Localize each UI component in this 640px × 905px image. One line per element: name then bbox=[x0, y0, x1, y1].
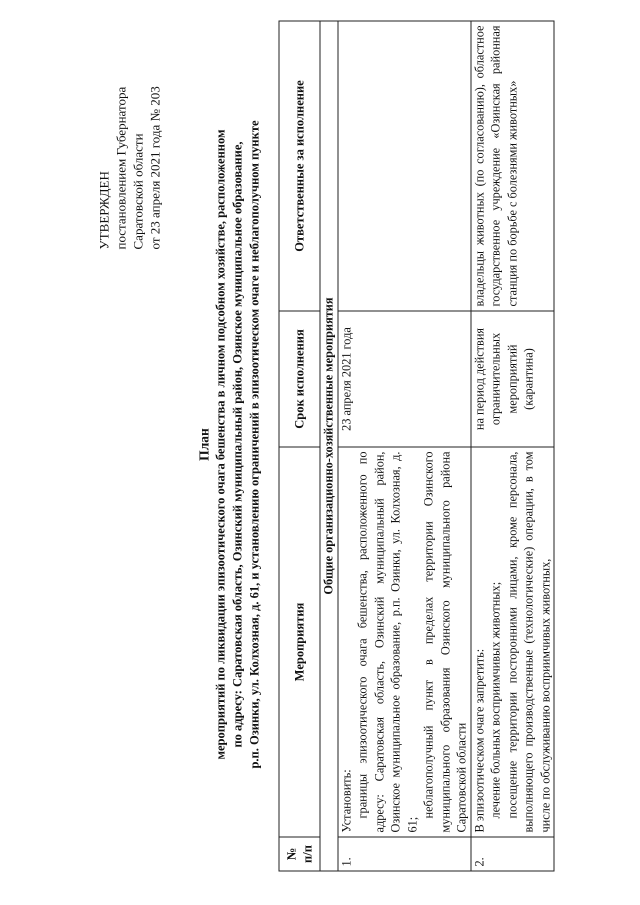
header-num: № п/п bbox=[279, 837, 320, 871]
measure-paragraph: лечение больных восприимчивых животных; bbox=[488, 581, 503, 819]
row-measure bbox=[338, 447, 471, 837]
title-line-2: по адресу: Саратовская область, Озинский муниципальный район, Озинское муниципальное образование, bbox=[230, 141, 245, 748]
measure-paragraph: В эпизоотическом очаге запретить: bbox=[472, 648, 486, 833]
row-measure bbox=[471, 447, 555, 837]
section-title: Общие организационно-хозяйственные мероприятия bbox=[320, 21, 338, 871]
plan-table bbox=[279, 21, 555, 872]
row-deadline: на период действия ограничительных мероприятий (карантина) bbox=[471, 311, 555, 447]
approval-by-decree: постановлением Губернатора bbox=[113, 86, 129, 250]
row-num: 2. bbox=[471, 837, 555, 871]
table-header-row bbox=[279, 21, 320, 871]
row-deadline: 23 апреля 2021 года bbox=[338, 311, 471, 447]
measure-paragraph: Установить: bbox=[339, 769, 353, 833]
approval-region: Саратовской области bbox=[130, 133, 146, 250]
title-line-3: р.п. Озинки, ул. Колхозная, д. 61, и установлению ограничений в эпизоотическом очаге и неблагополучном пункте bbox=[247, 120, 262, 769]
document-title bbox=[196, 15, 264, 875]
title-line-1: мероприятий по ликвидации эпизоотического очага бешенства в личном подсобном хозяйстве, расположенном bbox=[213, 129, 228, 760]
table-row bbox=[471, 21, 555, 871]
approval-heading: УТВЕРЖДЕН bbox=[96, 171, 112, 250]
section-row bbox=[320, 21, 338, 871]
approval-stamp-block bbox=[96, 86, 164, 249]
header-measure: Мероприятия bbox=[279, 447, 320, 837]
measure-paragraph: границы эпизоотического очага бешенства, расположенного по адресу: Саратовская область, Озинский муниципальный район, Озинское муниципальное образование, р.п. Озинки, ул. Колхозная, д. 61; bbox=[355, 451, 419, 833]
approval-date-number: от 23 апреля 2021 года № 203 bbox=[147, 86, 163, 250]
title-main: План bbox=[196, 428, 212, 461]
measure-paragraph: посещение территории посторонними лицами, кроме персонала, выполняющего производственные (технологические) операции, в том числе по обслуживанию восприимчивых животных, bbox=[505, 451, 552, 833]
document-page bbox=[1, 0, 640, 905]
row-responsible bbox=[338, 21, 471, 311]
measure-paragraph: неблагополучный пункт в пределах территории Озинского муниципального образования Озинского муниципального района Саратовской области bbox=[421, 451, 469, 833]
row-num: 1. bbox=[338, 837, 471, 871]
header-responsible: Ответственные за исполнение bbox=[279, 21, 320, 311]
header-deadline: Срок исполнения bbox=[279, 311, 320, 447]
row-responsible: владельцы животных (по согласованию), областное государственное учреждение «Озинская районная станция по борьбе с болезнями животных» bbox=[471, 21, 555, 311]
table-row bbox=[338, 21, 471, 871]
